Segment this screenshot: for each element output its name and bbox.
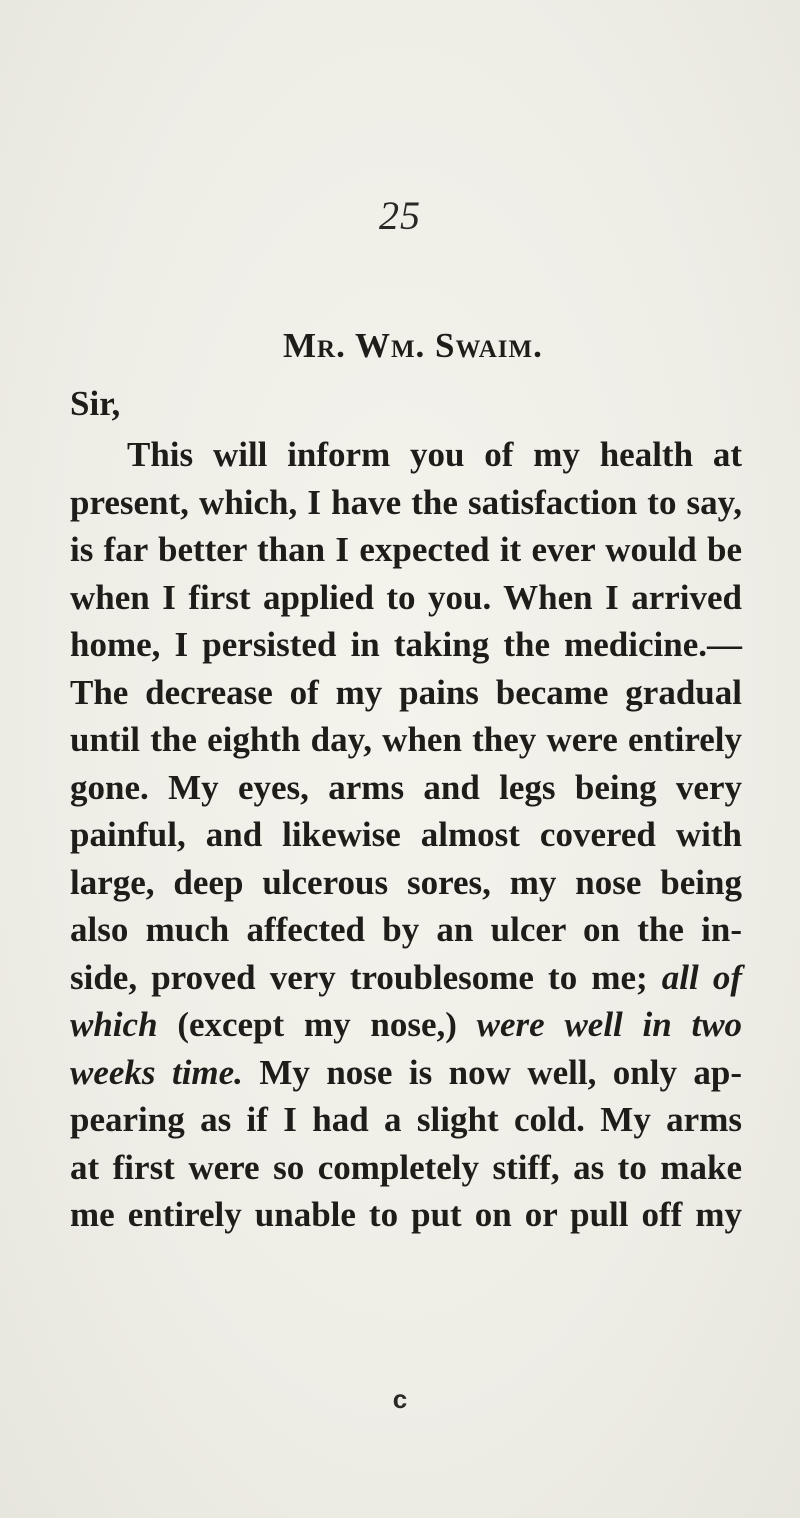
- text-line: is far better than I expected it ever would be: [70, 530, 742, 569]
- text-fragment: (except my nose,): [177, 1005, 457, 1044]
- letter-heading: Mr. Wm. Swaim.: [283, 326, 543, 365]
- text-line: at first were so completely stiff, as to make: [70, 1147, 742, 1187]
- italic-fragment: all of: [661, 957, 743, 997]
- text-line-mixed: [70, 954, 742, 1002]
- text-line: gone. My eyes, arms and legs being very: [70, 767, 742, 807]
- letter-body: [70, 431, 742, 1239]
- text-line: home, I persisted in taking the medicine.—: [70, 625, 742, 664]
- text-fragment: My nose is now well, only ap-: [259, 1052, 742, 1092]
- text-fragment: side, proved very troublesome to me;: [70, 957, 648, 997]
- text-line: also much affected by an ulcer on the in-: [70, 910, 742, 949]
- italic-fragment: weeks time.: [70, 1052, 243, 1092]
- text-line-mixed: [70, 1049, 742, 1097]
- page-number: 25: [379, 193, 421, 238]
- text-line: painful, and likewise almost covered with: [70, 815, 742, 854]
- text-line: The decrease of my pains became gradual: [70, 672, 742, 712]
- text-line: me entirely unable to put on or pull off my: [70, 1195, 742, 1234]
- letter-salutation: Sir,: [70, 384, 121, 423]
- text-line: present, which, I have the satisfaction to say,: [70, 482, 742, 522]
- signature-mark: c: [392, 1384, 408, 1414]
- text-line: large, deep ulcerous sores, my nose being: [70, 862, 742, 902]
- italic-fragment: were well in two: [476, 1005, 743, 1044]
- italic-fragment: which: [70, 1005, 158, 1044]
- text-line: until the eighth day, when they were entirely: [70, 720, 742, 759]
- text-line-mixed: [70, 1001, 742, 1049]
- text-line: pearing as if I had a slight cold. My arms: [70, 1100, 742, 1139]
- text-line: This will inform you of my health at: [127, 435, 742, 474]
- text-line: when I first applied to you. When I arrived: [70, 577, 742, 617]
